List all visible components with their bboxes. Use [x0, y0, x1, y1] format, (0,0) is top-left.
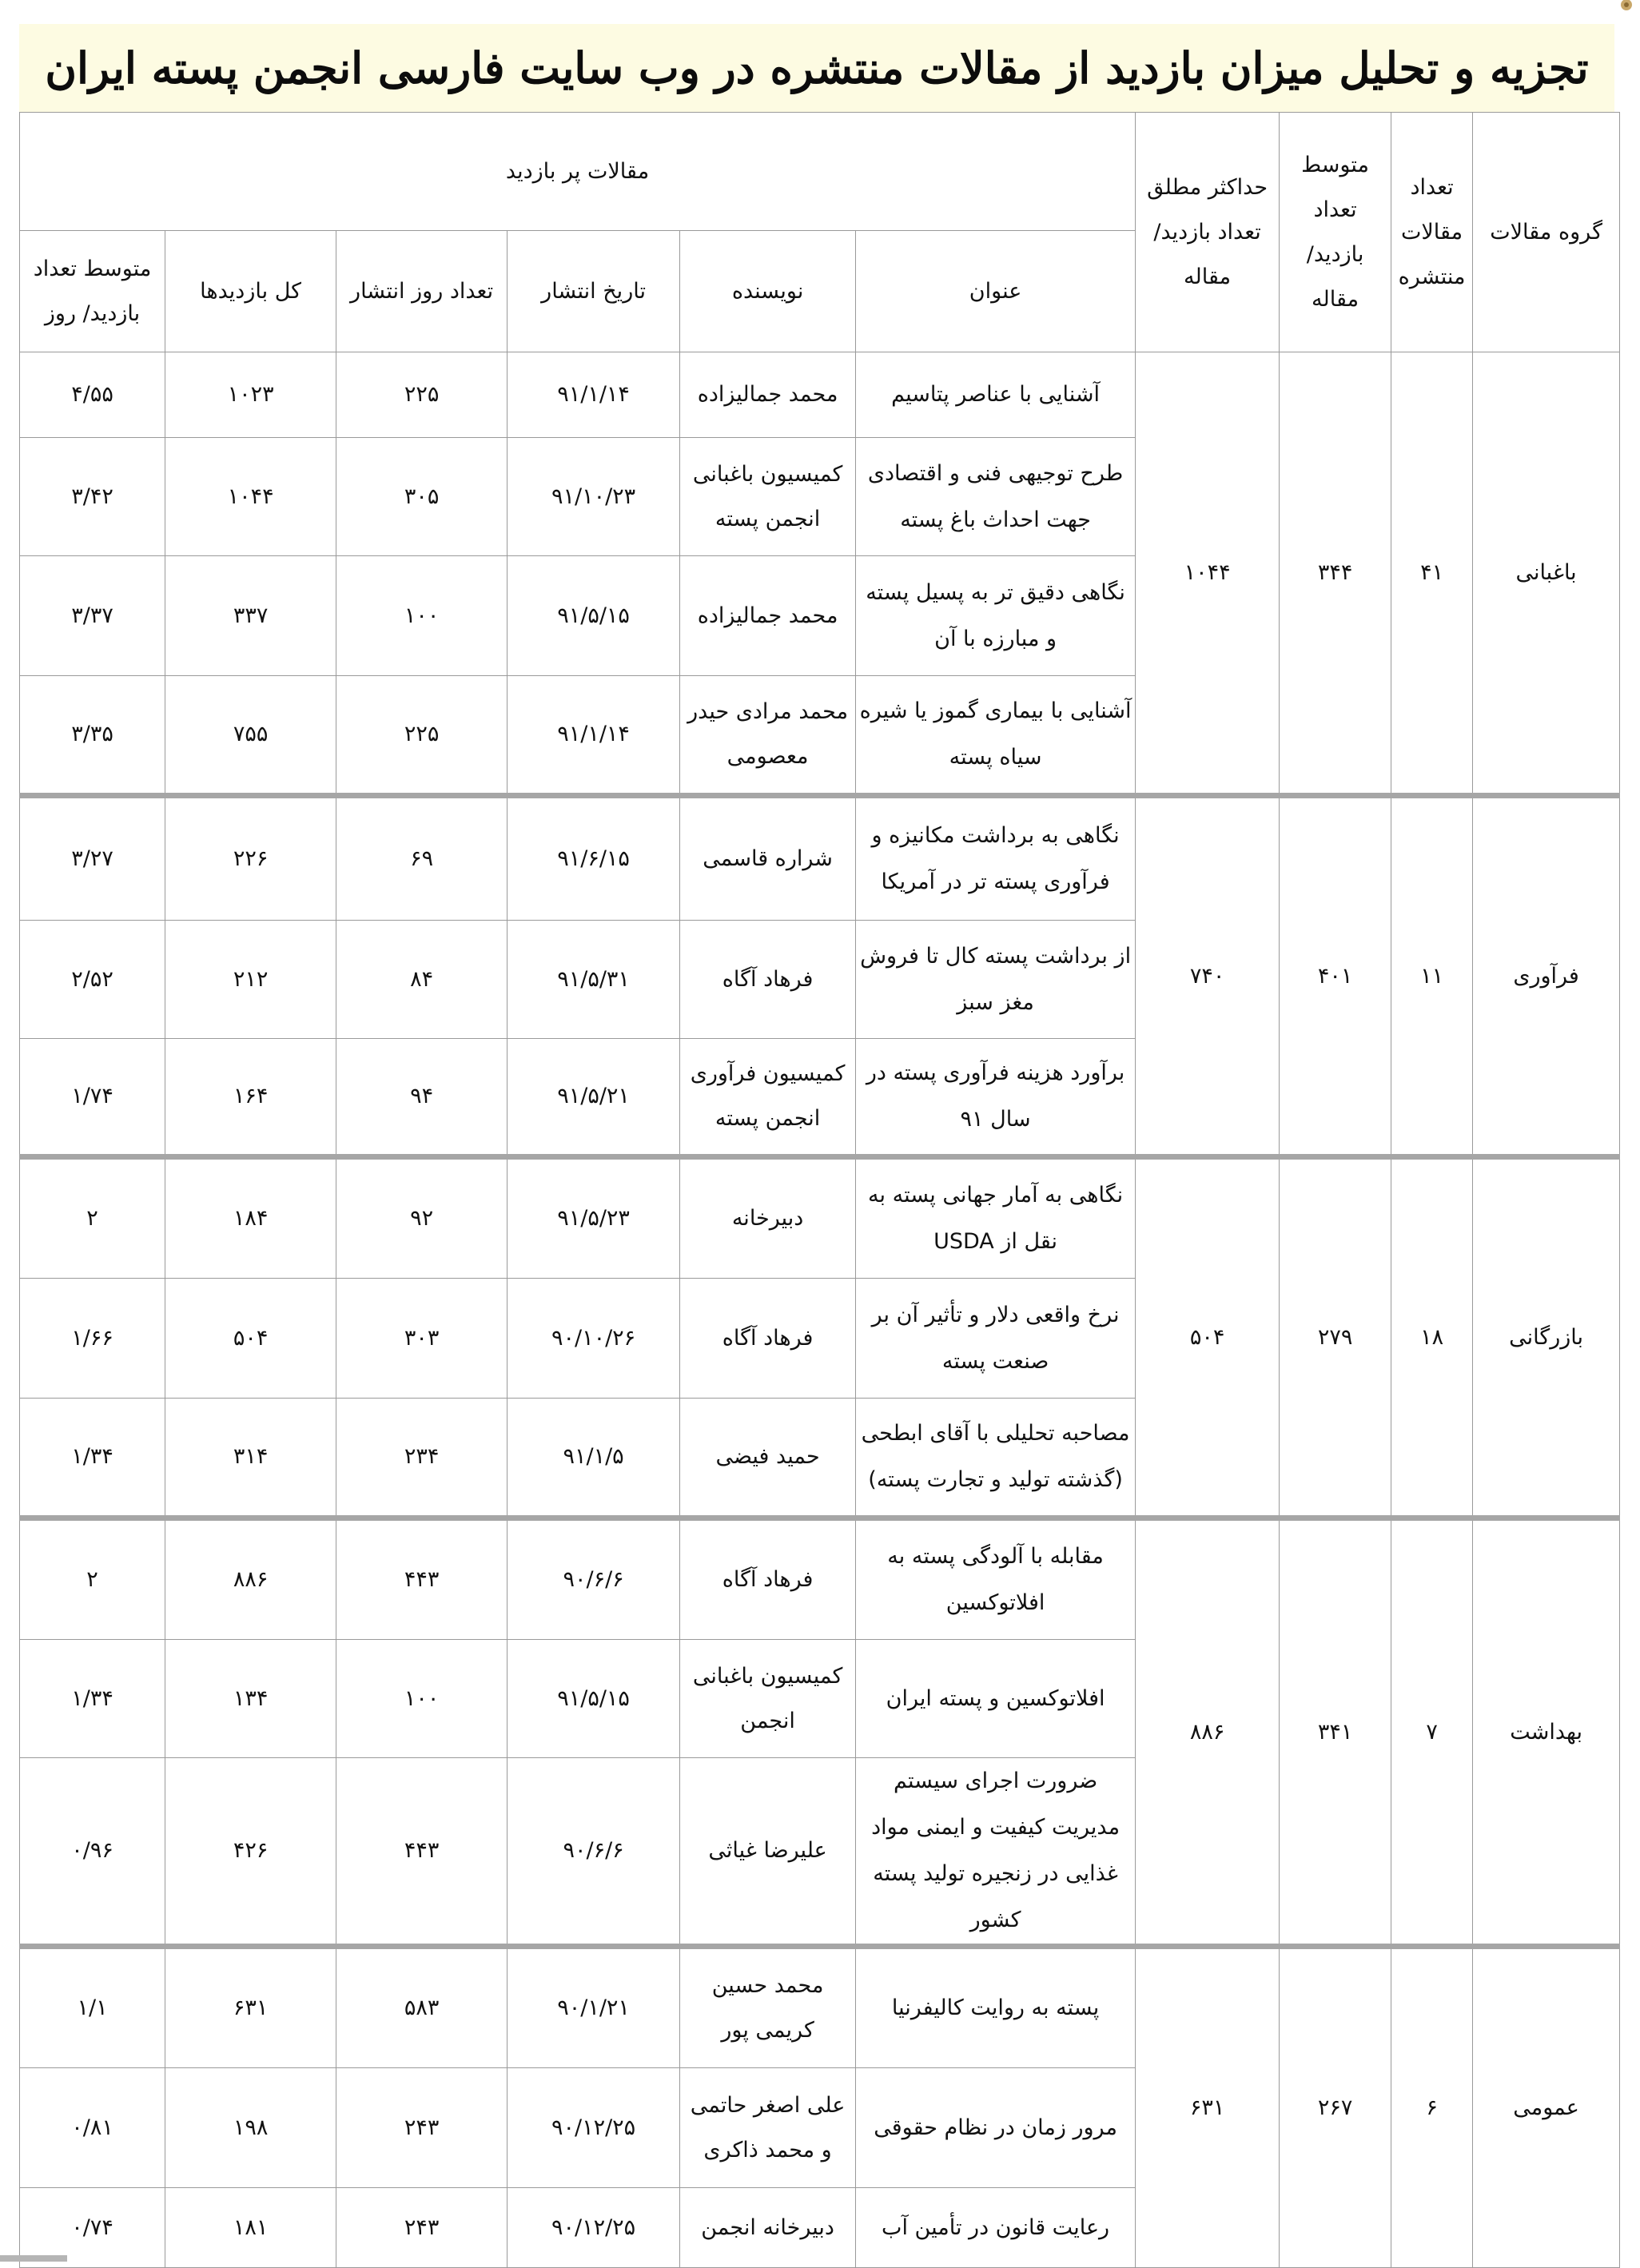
article-author-cell: محمد حسین کریمی پور	[680, 1947, 856, 2068]
header-top-articles: مقالات پر بازدید	[20, 113, 1136, 231]
header-count: تعداد مقالات منتشره	[1391, 113, 1473, 352]
article-author-cell: محمد جمالیزاده	[680, 352, 856, 438]
group-max-cell: ۷۴۰	[1136, 796, 1280, 1157]
article-daily-cell: ۰/۷۴	[20, 2188, 165, 2268]
article-total-cell: ۲۱۲	[165, 921, 336, 1039]
article-total-cell: ۱۳۴	[165, 1640, 336, 1758]
header-avg: متوسط تعداد بازدید/ مقاله	[1280, 113, 1391, 352]
article-author-cell: کمیسیون باغبانی انجمن پسته	[680, 438, 856, 556]
article-date-cell: ۹۱/۱/۱۴	[508, 352, 680, 438]
page-title: تجزیه و تحلیل میزان بازدید از مقالات منتشره در وب سایت فارسی انجمن پسته ایران	[45, 42, 1589, 94]
article-author-cell: فرهاد آگاه	[680, 1518, 856, 1640]
article-author-cell: کمیسیون فرآوری انجمن پسته	[680, 1039, 856, 1157]
article-days-cell: ۲۲۵	[336, 352, 508, 438]
article-daily-cell: ۱/۳۴	[20, 1399, 165, 1518]
article-title-cell: مرور زمان در نظام حقوقی	[856, 2068, 1136, 2188]
group-max-cell: ۵۰۴	[1136, 1157, 1280, 1518]
article-title-cell: نگاهی به برداشت مکانیزه و فرآوری پسته تر در آمریکا	[856, 796, 1136, 921]
article-author-cell: علیرضا غیاثی	[680, 1758, 856, 1947]
article-total-cell: ۱۰۴۴	[165, 438, 336, 556]
article-date-cell: ۹۰/۶/۶	[508, 1758, 680, 1947]
article-author-cell: شراره قاسمی	[680, 796, 856, 921]
article-daily-cell: ۲	[20, 1157, 165, 1279]
table-row	[20, 1157, 1620, 1279]
article-date-cell: ۹۱/۱۰/۲۳	[508, 438, 680, 556]
table-row	[20, 1947, 1620, 2068]
visits-table	[19, 112, 1620, 2268]
article-days-cell: ۱۰۰	[336, 556, 508, 676]
article-author-cell: حمید فیضی	[680, 1399, 856, 1518]
group-max-cell: ۸۸۶	[1136, 1518, 1280, 1947]
header-date: تاریخ انتشار	[508, 231, 680, 352]
article-days-cell: ۲۴۳	[336, 2188, 508, 2268]
article-total-cell: ۱۸۱	[165, 2188, 336, 2268]
corner-ornament-icon	[1614, 0, 1638, 18]
article-title-cell: نگاهی به آمار جهانی پسته به نقل از USDA	[856, 1157, 1136, 1279]
article-daily-cell: ۲	[20, 1518, 165, 1640]
article-total-cell: ۷۵۵	[165, 676, 336, 796]
article-days-cell: ۵۸۳	[336, 1947, 508, 2068]
article-title-cell: پسته به روایت کالیفرنیا	[856, 1947, 1136, 2068]
article-total-cell: ۵۰۴	[165, 1279, 336, 1399]
article-total-cell: ۴۲۶	[165, 1758, 336, 1947]
article-date-cell: ۹۱/۵/۲۳	[508, 1157, 680, 1279]
article-daily-cell: ۳/۲۷	[20, 796, 165, 921]
article-date-cell: ۹۰/۱۲/۲۵	[508, 2068, 680, 2188]
article-daily-cell: ۳/۳۵	[20, 676, 165, 796]
article-title-cell: آشنایی با بیماری گموز یا شیره سیاه پسته	[856, 676, 1136, 796]
article-total-cell: ۶۳۱	[165, 1947, 336, 2068]
group-name-cell: بهداشت	[1473, 1518, 1620, 1947]
article-total-cell: ۱۹۸	[165, 2068, 336, 2188]
group-count-cell: ۴۱	[1391, 352, 1473, 796]
group-max-cell: ۱۰۴۴	[1136, 352, 1280, 796]
article-title-cell: آشنایی با عناصر پتاسیم	[856, 352, 1136, 438]
article-date-cell: ۹۰/۱/۲۱	[508, 1947, 680, 2068]
article-days-cell: ۳۰۵	[336, 438, 508, 556]
article-daily-cell: ۳/۳۷	[20, 556, 165, 676]
article-date-cell: ۹۱/۵/۲۱	[508, 1039, 680, 1157]
article-days-cell: ۱۰۰	[336, 1640, 508, 1758]
article-total-cell: ۱۰۲۳	[165, 352, 336, 438]
article-days-cell: ۳۰۳	[336, 1279, 508, 1399]
header-title: عنوان	[856, 231, 1136, 352]
group-count-cell: ۷	[1391, 1518, 1473, 1947]
article-days-cell: ۸۴	[336, 921, 508, 1039]
article-days-cell: ۴۴۳	[336, 1758, 508, 1947]
article-date-cell: ۹۱/۶/۱۵	[508, 796, 680, 921]
group-name-cell: باغبانی	[1473, 352, 1620, 796]
article-title-cell: افلاتوکسین و پسته ایران	[856, 1640, 1136, 1758]
article-date-cell: ۹۰/۱۲/۲۵	[508, 2188, 680, 2268]
article-author-cell: محمد مرادی حیدر معصومی	[680, 676, 856, 796]
group-count-cell: ۱۸	[1391, 1157, 1473, 1518]
table-row	[20, 796, 1620, 921]
article-total-cell: ۲۲۶	[165, 796, 336, 921]
group-avg-cell: ۳۴۱	[1280, 1518, 1391, 1947]
article-date-cell: ۹۱/۱/۵	[508, 1399, 680, 1518]
article-title-cell: مقابله با آلودگی پسته به افلاتوکسین	[856, 1518, 1136, 1640]
header-days: تعداد روز انتشار	[336, 231, 508, 352]
group-avg-cell: ۳۴۴	[1280, 352, 1391, 796]
header-author: نویسنده	[680, 231, 856, 352]
article-daily-cell: ۰/۹۶	[20, 1758, 165, 1947]
article-author-cell: دبیرخانه انجمن	[680, 2188, 856, 2268]
article-total-cell: ۸۸۶	[165, 1518, 336, 1640]
article-daily-cell: ۱/۷۴	[20, 1039, 165, 1157]
article-date-cell: ۹۱/۵/۱۵	[508, 1640, 680, 1758]
article-title-cell: برآورد هزینه فرآوری پسته در سال ۹۱	[856, 1039, 1136, 1157]
article-total-cell: ۱۶۴	[165, 1039, 336, 1157]
header-group: گروه مقالات	[1473, 113, 1620, 352]
article-date-cell: ۹۰/۱۰/۲۶	[508, 1279, 680, 1399]
article-daily-cell: ۴/۵۵	[20, 352, 165, 438]
group-name-cell: عمومی	[1473, 1947, 1620, 2268]
article-days-cell: ۹۴	[336, 1039, 508, 1157]
header-max: حداکثر مطلق تعداد بازدید/ مقاله	[1136, 113, 1280, 352]
article-date-cell: ۹۱/۱/۱۴	[508, 676, 680, 796]
group-avg-cell: ۲۶۷	[1280, 1947, 1391, 2268]
title-bar	[19, 24, 1614, 112]
article-author-cell: دبیرخانه	[680, 1157, 856, 1279]
article-daily-cell: ۱/۱	[20, 1947, 165, 2068]
article-daily-cell: ۱/۶۶	[20, 1279, 165, 1399]
article-days-cell: ۹۲	[336, 1157, 508, 1279]
article-author-cell: علی اصغر حاتمی و محمد ذاکری	[680, 2068, 856, 2188]
group-count-cell: ۶	[1391, 1947, 1473, 2268]
article-daily-cell: ۲/۵۲	[20, 921, 165, 1039]
article-date-cell: ۹۱/۵/۳۱	[508, 921, 680, 1039]
group-max-cell: ۶۳۱	[1136, 1947, 1280, 2268]
article-daily-cell: ۰/۸۱	[20, 2068, 165, 2188]
article-total-cell: ۳۳۷	[165, 556, 336, 676]
article-title-cell: ضرورت اجرای سیستم مدیریت کیفیت و ایمنی مواد غذایی در زنجیره تولید پسته کشور	[856, 1758, 1136, 1947]
article-title-cell: رعایت قانون در تأمین آب	[856, 2188, 1136, 2268]
article-date-cell: ۹۰/۶/۶	[508, 1518, 680, 1640]
article-title-cell: نگاهی دقیق تر به پسیل پسته و مبارزه با آن	[856, 556, 1136, 676]
bottom-edge-mark	[0, 2255, 67, 2262]
header-total: کل بازدیدها	[165, 231, 336, 352]
group-count-cell: ۱۱	[1391, 796, 1473, 1157]
article-author-cell: فرهاد آگاه	[680, 921, 856, 1039]
article-author-cell: کمیسیون باغبانی انجمن	[680, 1640, 856, 1758]
article-title-cell: مصاحبه تحلیلی با آقای ابطحی (گذشته تولید و تجارت پسته)	[856, 1399, 1136, 1518]
group-name-cell: بازرگانی	[1473, 1157, 1620, 1518]
article-total-cell: ۳۱۴	[165, 1399, 336, 1518]
group-avg-cell: ۲۷۹	[1280, 1157, 1391, 1518]
group-name-cell: فرآوری	[1473, 796, 1620, 1157]
article-author-cell: محمد جمالیزاده	[680, 556, 856, 676]
article-days-cell: ۲۴۳	[336, 2068, 508, 2188]
group-avg-cell: ۴۰۱	[1280, 796, 1391, 1157]
article-title-cell: از برداشت پسته کال تا فروش مغز سبز	[856, 921, 1136, 1039]
article-daily-cell: ۱/۳۴	[20, 1640, 165, 1758]
header-daily: متوسط تعداد بازدید/ روز	[20, 231, 165, 352]
article-days-cell: ۶۹	[336, 796, 508, 921]
article-days-cell: ۴۴۳	[336, 1518, 508, 1640]
article-days-cell: ۲۳۴	[336, 1399, 508, 1518]
table-row	[20, 1518, 1620, 1640]
article-daily-cell: ۳/۴۲	[20, 438, 165, 556]
article-date-cell: ۹۱/۵/۱۵	[508, 556, 680, 676]
article-total-cell: ۱۸۴	[165, 1157, 336, 1279]
article-title-cell: نرخ واقعی دلار و تأثیر آن بر صنعت پسته	[856, 1279, 1136, 1399]
article-author-cell: فرهاد آگاه	[680, 1279, 856, 1399]
table-row	[20, 352, 1620, 438]
article-days-cell: ۲۲۵	[336, 676, 508, 796]
article-title-cell: طرح توجیهی فنی و اقتصادی جهت احداث باغ پسته	[856, 438, 1136, 556]
